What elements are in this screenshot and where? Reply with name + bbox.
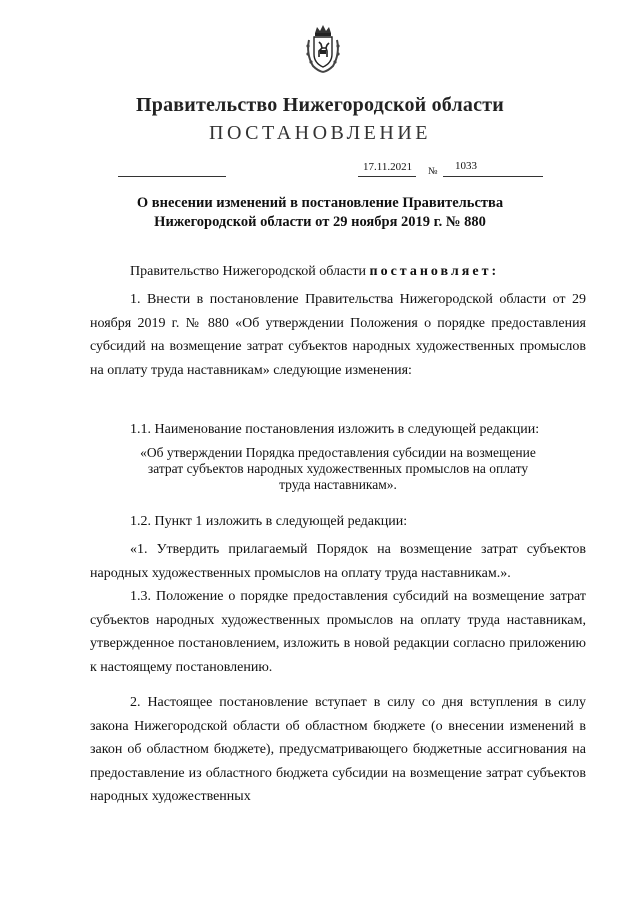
paragraph-1-1: 1.1. Наименование постановления изложить в следующей редакции: xyxy=(130,422,540,437)
paragraph-1-3: 1.3. Положение о порядке предоставления субсидий на возмещение затрат субъектов народных художественных промыслов на оплату труда наставникам, утвержденное постановлением, изложить в новой редакции согласно приложению к настоящему постановлению. xyxy=(90,589,586,675)
quote-1-line-1: «Об утверждении Порядка предоставления субсидии на возмещение xyxy=(140,445,536,460)
decree-intro-paragraph xyxy=(90,260,586,284)
date-left-line xyxy=(118,176,226,177)
decree-intro: Правительство Нижегородской области xyxy=(130,264,366,279)
government-name: Правительство Нижегородской области xyxy=(136,94,504,116)
coat-of-arms-icon xyxy=(303,24,343,74)
paragraph-1-2: 1.2. Пункт 1 изложить в следующей редакции: xyxy=(130,514,408,529)
paragraph-1: 1. Внести в постановление Правительства Нижегородской области от 29 ноября 2019 г. № 880 «Об утверждении Положения о порядке предоставления субсидий на возмещение затрат субъектов народных художественных промыслов на оплату труда наставникам» следующие изменения: xyxy=(90,292,586,378)
document-date: 17.11.2021 xyxy=(363,161,413,173)
title-line-1: О внесении изменений в постановление Правительства xyxy=(136,195,504,211)
date-underline xyxy=(358,176,416,177)
decree-word: постановляет: xyxy=(369,264,500,279)
quote-1-line-3: труда наставникам». xyxy=(279,477,397,492)
paragraph-2: 2. Настоящее постановление вступает в силу со дня вступления в силу закона Нижегородской области об областном бюджете (о внесении изменений в закон об областном бюджете), предусматривающего бюджетные ассигнования на предоставление из областного бюджета субсидии на возмещение затрат субъектов народных художественных xyxy=(90,695,586,804)
number-sign: № xyxy=(428,166,438,177)
number-underline xyxy=(443,176,543,177)
document-title xyxy=(90,194,550,232)
document-type: ПОСТАНОВЛЕНИЕ xyxy=(209,122,431,144)
quote-2: «1. Утвердить прилагаемый Порядок на возмещение затрат субъектов народных художественных промыслов на оплату труда наставникам.». xyxy=(90,542,586,581)
quote-1 xyxy=(90,445,586,493)
quote-1-line-2: затрат субъектов народных художественных промыслов на оплату xyxy=(147,461,529,476)
title-line-2: Нижегородской области от 29 ноября 2019 г. № 880 xyxy=(154,214,486,230)
document-number: 1033 xyxy=(455,160,477,172)
